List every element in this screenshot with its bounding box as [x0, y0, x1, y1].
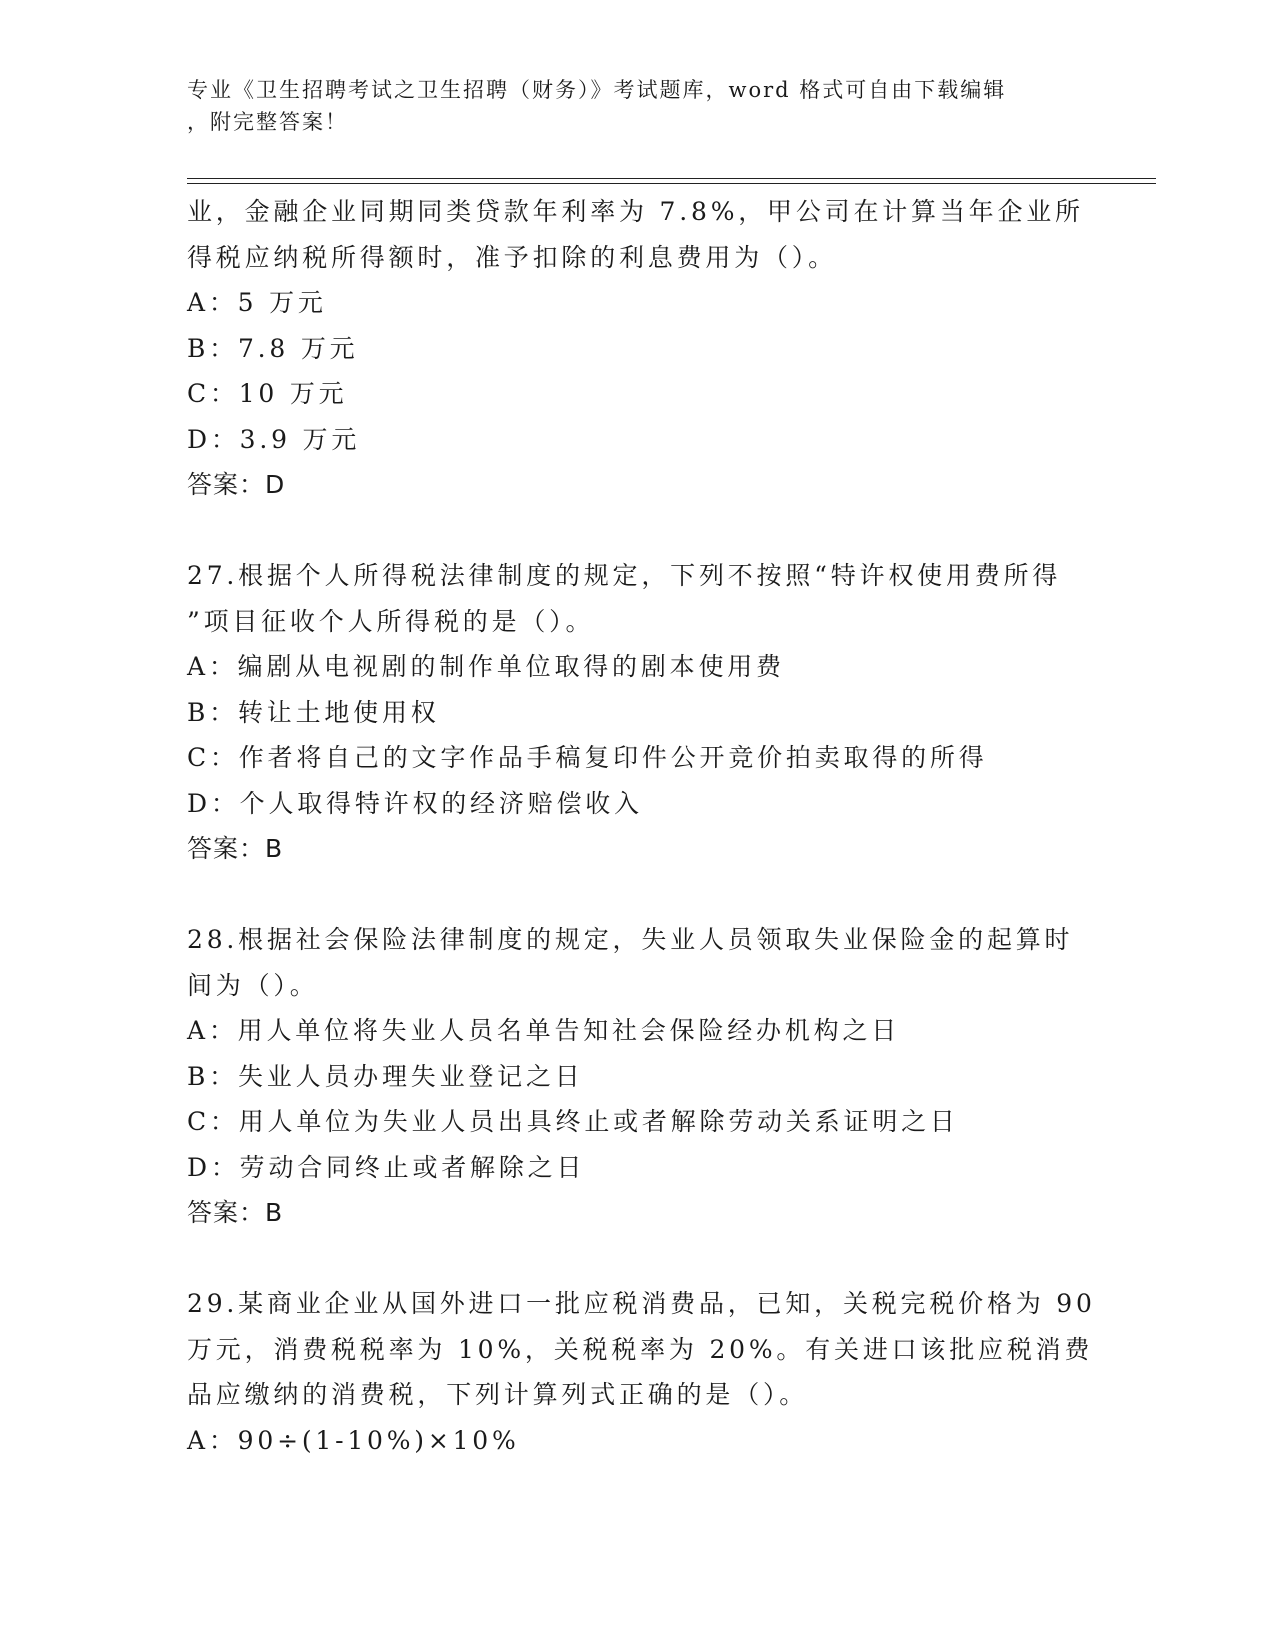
question-stem-line: 29.某商业企业从国外进口一批应税消费品，已知，关税完税价格为 90 [187, 1289, 1096, 1318]
question-stem-line: 品应缴纳的消费税，下列计算列式正确的是（）。 [187, 1380, 809, 1409]
option-b: B：失业人员办理失业登记之日 [187, 1061, 584, 1091]
option-c: C：10 万元 [187, 379, 348, 408]
question-stem-line: 业，金融企业同期同类贷款年利率为 7.8%，甲公司在计算当年企业所 [187, 197, 1084, 226]
document-header [187, 74, 1067, 138]
answer-line: 答案：B [187, 1198, 284, 1227]
option-d: D：劳动合同终止或者解除之日 [187, 1152, 586, 1182]
option-c: C：用人单位为失业人员出具终止或者解除劳动关系证明之日 [187, 1107, 959, 1136]
header-line-2: ，附完整答案！ [187, 110, 348, 134]
question-29 [187, 1281, 1096, 1463]
question-stem-line: 万元，消费税税率为 10%，关税税率为 20%。有关进口该批应税消费 [187, 1334, 1094, 1364]
question-list [187, 189, 1096, 1463]
question-stem-line: 28.根据社会保险法律制度的规定，失业人员领取失业保险金的起算时 [187, 925, 1074, 954]
answer-line: 答案：D [187, 470, 286, 499]
spacer [187, 508, 1087, 554]
option-d: D：3.9 万元 [187, 424, 361, 454]
spacer [187, 872, 1087, 918]
question-27 [187, 553, 1087, 872]
question-stem-line: ”项目征收个人所得税的是（）。 [187, 606, 595, 636]
option-a: A：90÷(1-10%)×10% [187, 1425, 520, 1455]
question-stem-line: 间为（）。 [187, 970, 319, 1000]
header-divider-bottom [187, 183, 1156, 184]
question-stem-line: 得税应纳税所得额时，准予扣除的利息费用为（）。 [187, 242, 837, 272]
option-b: B：转让土地使用权 [187, 697, 440, 727]
option-a: A：用人单位将失业人员名单告知社会保险经办机构之日 [187, 1016, 901, 1045]
header-divider-top [187, 178, 1156, 179]
question-stem-line: 27.根据个人所得税法律制度的规定，下列不按照“特许权使用费所得 [187, 561, 1062, 590]
header-line-1: 专业《卫生招聘考试之卫生招聘（财务）》考试题库，word 格式可自由下载编辑 [187, 78, 1007, 102]
spacer [187, 1236, 1087, 1282]
answer-line: 答案：B [187, 834, 284, 863]
question-26 [187, 189, 1087, 508]
option-d: D：个人取得特许权的经济赔偿收入 [187, 788, 643, 818]
option-a: A：编剧从电视剧的制作单位取得的剧本使用费 [187, 652, 785, 681]
option-a: A：5 万元 [187, 288, 327, 317]
option-c: C：作者将自己的文字作品手稿复印件公开竞价拍卖取得的所得 [187, 743, 988, 772]
option-b: B：7.8 万元 [187, 333, 359, 363]
question-28 [187, 917, 1087, 1236]
